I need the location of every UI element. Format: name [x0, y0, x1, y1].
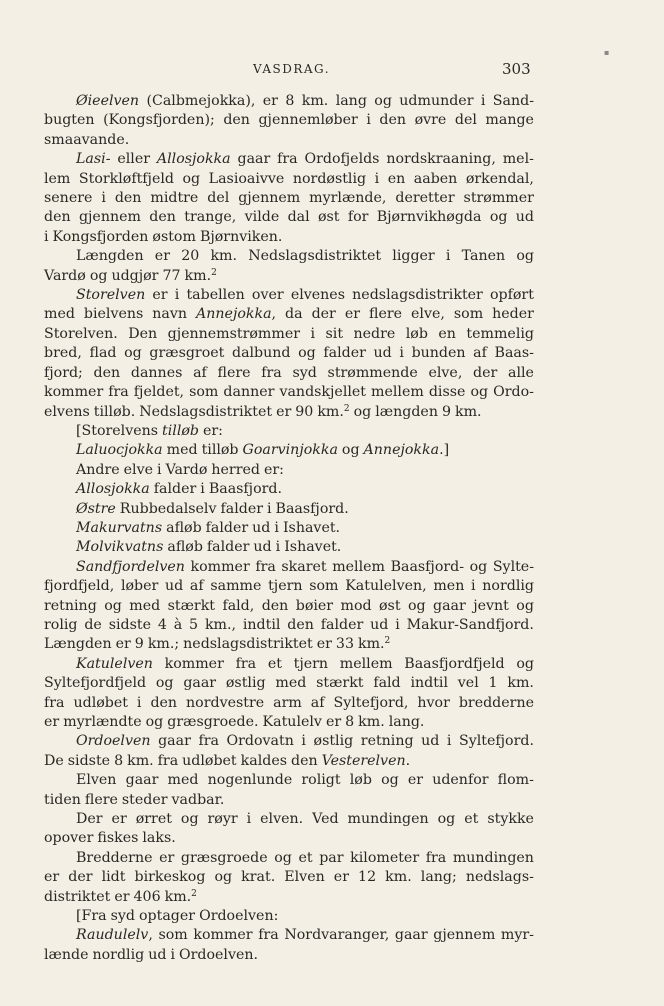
text-line: opover fiskes laks.: [44, 830, 176, 847]
paragraph: [44, 480, 534, 499]
text-line: Længden er 20 km. Nedslagsdistriktet ligger i Tanen og: [76, 248, 534, 265]
text-line: Der er ørret og røyr i elven. Ved mundingen og et stykke: [76, 811, 534, 828]
text-line: lænde nordlig ud i Ordoelven.: [44, 946, 259, 963]
text-line: kommer fra fjeldet, som danner vandskjellet mellem disse og Ordo-: [44, 384, 534, 401]
text-line: distriktet er 406 km.$^2$: [44, 888, 197, 905]
text-line: Storelven er i tabellen over elvenes nedslagsdistrikter opført: [76, 287, 534, 304]
paragraph: [44, 558, 534, 655]
paragraph: [44, 441, 534, 460]
text-line: bred, flad og græsgroet dalbund og falder ud i bunden af Baas-: [44, 345, 534, 362]
text-line: De sidste 8 km. fra udløbet kaldes den Vesterelven.: [44, 752, 411, 769]
body-text: [44, 92, 534, 965]
text-line: Katulelven kommer fra et tjern mellem Baasfjordfjeld og: [76, 655, 534, 672]
paragraph: [44, 907, 534, 926]
paragraph: [44, 538, 534, 557]
paragraph: [44, 926, 534, 965]
running-header: [0, 62, 664, 82]
paragraph: [44, 150, 534, 247]
text-line: Laluocjokka med tilløb Goarvinjokka og Annejokka.]: [76, 442, 450, 459]
paragraph: [44, 92, 534, 150]
paragraph: [44, 732, 534, 771]
text-line: [Storelvens tilløb er:: [76, 422, 223, 439]
text-line: Vardø og udgjør 77 km.$^2$: [44, 267, 217, 284]
text-line: Sandfjordelven kommer fra skaret mellem Baasfjord- og Sylte-: [76, 558, 534, 575]
text-line: Ordoelven gaar fra Ordovatn i østlig retning ud i Syltefjord.: [76, 733, 534, 750]
text-line: i Kongsfjorden østom Bjørnviken.: [44, 228, 283, 245]
page-number: 303: [502, 60, 531, 78]
margin-mark: ▪: [604, 48, 610, 57]
paragraph: [44, 519, 534, 538]
text-line: Bredderne er græsgroede og et par kilometer fra mundingen: [76, 849, 534, 866]
paragraph: [44, 771, 534, 810]
text-line: Østre Rubbedalselv falder i Baasfjord.: [76, 500, 349, 517]
text-line: fjordfjeld, løber ud af samme tjern som Katulelven, men i nordlig: [44, 578, 534, 595]
text-line: smaavande.: [44, 131, 130, 148]
text-line: Andre elve i Vardø herred er:: [76, 461, 284, 478]
text-line: retning og med stærkt fald, den bøier mod øst og gaar jevnt og: [44, 597, 534, 614]
paragraph: [44, 422, 534, 441]
text-line: Elven gaar med nogenlunde roligt løb og er udenfor flom-: [76, 772, 534, 789]
text-line: lem Storkløftfjeld og Lasioaivve nordøstlig i en aaben ørkendal,: [44, 170, 534, 187]
text-line: bugten (Kongsfjorden); den gjennemløber i den øvre del mange: [44, 112, 534, 129]
paragraph: [44, 655, 534, 733]
text-line: Øieelven (Calbmejokka), er 8 km. lang og udmunder i Sand-: [76, 93, 534, 109]
text-line: med bielvens navn Annejokka, da der er flere elve, som heder: [44, 306, 534, 323]
text-line: Allosjokka falder i Baasfjord.: [76, 481, 283, 498]
paragraph: [44, 286, 534, 422]
paragraph: [44, 810, 534, 849]
text-line: er myrlændte og græsgroede. Katulelv er 8 km. lang.: [44, 714, 425, 730]
text-line: fra udløbet i den nordvestre arm af Syltefjord, hvor bredderne: [44, 694, 534, 711]
paragraph: [44, 849, 534, 907]
text-line: rolig de sidste 4 à 5 km., indtil den falder ud i Makur-Sandfjord.: [44, 616, 534, 633]
paragraph: [44, 500, 534, 519]
text-line: tiden flere steder vadbar.: [44, 791, 225, 808]
text-line: den gjennem den trange, vilde dal øst for Bjørnvikhøgda og ud: [44, 209, 534, 226]
text-line: [Fra syd optager Ordoelven:: [76, 908, 279, 925]
text-line: er der lidt birkeskog og krat. Elven er 12 km. lang; nedslags-: [44, 869, 534, 886]
text-line: Længden er 9 km.; nedslagsdistriktet er 33 km.$^2$: [44, 636, 391, 653]
text-line: fjord; den dannes af flere fra syd strømmende elve, der alle: [44, 364, 534, 381]
text-line: Lasi- eller Allosjokka gaar fra Ordofjelds nordskraaning, mel-: [76, 151, 534, 168]
running-title: VASDRAG.: [253, 62, 331, 76]
paragraph: [44, 247, 534, 286]
text-line: senere i den midtre del gjennem myrlænde, deretter strømmer: [44, 190, 534, 207]
text-line: Raudulelv, som kommer fra Nordvaranger, gaar gjennem myr-: [76, 927, 534, 944]
paragraph: [44, 461, 534, 480]
text-line: Storelven. Den gjennemstrømmer i sit nedre løb en temmelig: [44, 325, 534, 342]
text-line: elvens tilløb. Nedslagsdistriktet er 90 km.$^2$ og længden 9 km.: [44, 403, 482, 420]
text-line: Makurvatns afløb falder ud i Ishavet.: [76, 519, 341, 536]
text-line: Syltefjordfjeld og gaar østlig med stærkt fald indtil vel 1 km.: [44, 675, 534, 692]
text-line: Molvikvatns afløb falder ud i Ishavet.: [76, 539, 342, 556]
